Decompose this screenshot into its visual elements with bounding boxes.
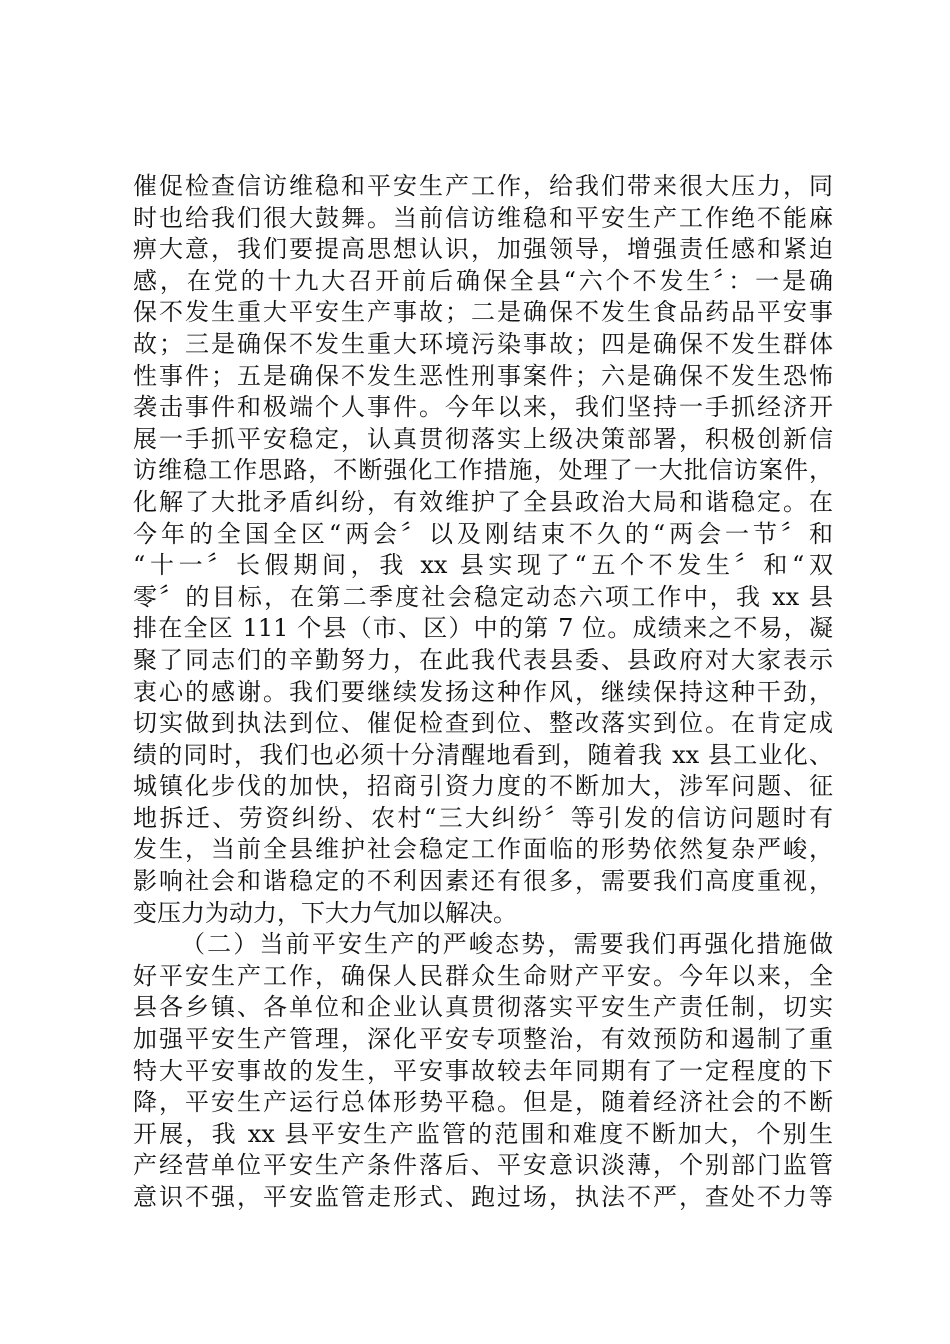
text-line: 发生，当前全县维护社会稳定工作面临的形势依然复杂严峻， xyxy=(133,835,833,864)
text-line: 痹大意，我们要提高思想认识，加强领导，增强责任感和紧迫 xyxy=(133,235,833,264)
text-line: 时也给我们很大鼓舞。当前信访维稳和平安生产工作绝不能麻 xyxy=(133,203,833,232)
text-line: 影响社会和谐稳定的不利因素还有很多，需要我们高度重视， xyxy=(133,867,833,896)
text-line: 今年的全国全区“两会〞以及刚结束不久的“两会一节〞和 xyxy=(133,519,833,548)
paragraph-1 xyxy=(133,171,833,929)
text-line: 开展，我 xx 县平安生产监管的范围和难度不断加大，个别生 xyxy=(133,1119,833,1148)
text-line: 城镇化步伐的加快，招商引资力度的不断加大，涉军问题、征 xyxy=(133,772,833,801)
text-line: 特大平安事故的发生，平安事故较去年同期有了一定程度的下 xyxy=(133,1056,833,1085)
text-line: 排在全区 111 个县（市、区）中的第 7 位。成绩来之不易，凝 xyxy=(133,614,833,643)
text-line: 展一手抓平安稳定，认真贯彻落实上级决策部署，积极创新信 xyxy=(133,424,833,453)
text-line: 性事件；五是确保不发生恶性刑事案件；六是确保不发生恐怖 xyxy=(133,361,833,390)
text-line: 零〞的目标，在第二季度社会稳定动态六项工作中，我 xx 县 xyxy=(133,582,833,611)
text-line: 意识不强，平安监管走形式、跑过场，执法不严，查处不力等 xyxy=(133,1183,833,1211)
text-line: 切实做到执法到位、催促检查到位、整改落实到位。在肯定成 xyxy=(133,709,833,738)
text-line: 产经营单位平安生产条件落后、平安意识淡薄，个别部门监管 xyxy=(133,1151,833,1180)
text-line: 催促检查信访维稳和平安生产工作，给我们带来很大压力，同 xyxy=(133,172,833,200)
paragraph-2 xyxy=(133,929,833,1213)
text-line: 聚了同志们的辛勤努力，在此我代表县委、县政府对大家表示 xyxy=(133,645,833,674)
text-line: 衷心的感谢。我们要继续发扬这种作风，继续保持这种干劲， xyxy=(133,677,833,706)
text-line: 县各乡镇、各单位和企业认真贯彻落实平安生产责任制，切实 xyxy=(133,993,833,1022)
text-line: 化解了大批矛盾纠纷，有效维护了全县政治大局和谐稳定。在 xyxy=(133,487,833,516)
text-line: 好平安生产工作，确保人民群众生命财产平安。今年以来，全 xyxy=(133,961,833,990)
text-line: 故；三是确保不发生重大环境污染事故；四是确保不发生群体 xyxy=(133,329,833,358)
text-line: 袭击事件和极端个人事件。今年以来，我们坚持一手抓经济开 xyxy=(133,393,833,422)
text-line: 感，在党的十九大召开前后确保全县“六个不发生〞：一是确 xyxy=(133,266,833,295)
text-line: “十一〞长假期间，我 xx 县实现了“五个不发生〞和“双 xyxy=(133,551,833,580)
text-line: 地拆迁、劳资纠纷、农村“三大纠纷〞等引发的信访问题时有 xyxy=(133,803,833,832)
body-text xyxy=(133,171,833,1214)
text-line: 访维稳工作思路，不断强化工作措施，处理了一大批信访案件， xyxy=(133,456,833,485)
text-line: （二）当前平安生产的严峻态势，需要我们再强化措施做 xyxy=(181,930,833,959)
text-line: 绩的同时，我们也必须十分清醒地看到，随着我 xx 县工业化、 xyxy=(133,740,833,769)
text-line: 变压力为动力，下大力气加以解决。 xyxy=(133,898,517,927)
text-line: 降，平安生产运行总体形势平稳。但是，随着经济社会的不断 xyxy=(133,1088,833,1117)
text-line: 保不发生重大平安生产事故；二是确保不发生食品药品平安事 xyxy=(133,298,833,327)
text-line: 加强平安生产管理，深化平安专项整治，有效预防和遏制了重 xyxy=(133,1025,833,1054)
